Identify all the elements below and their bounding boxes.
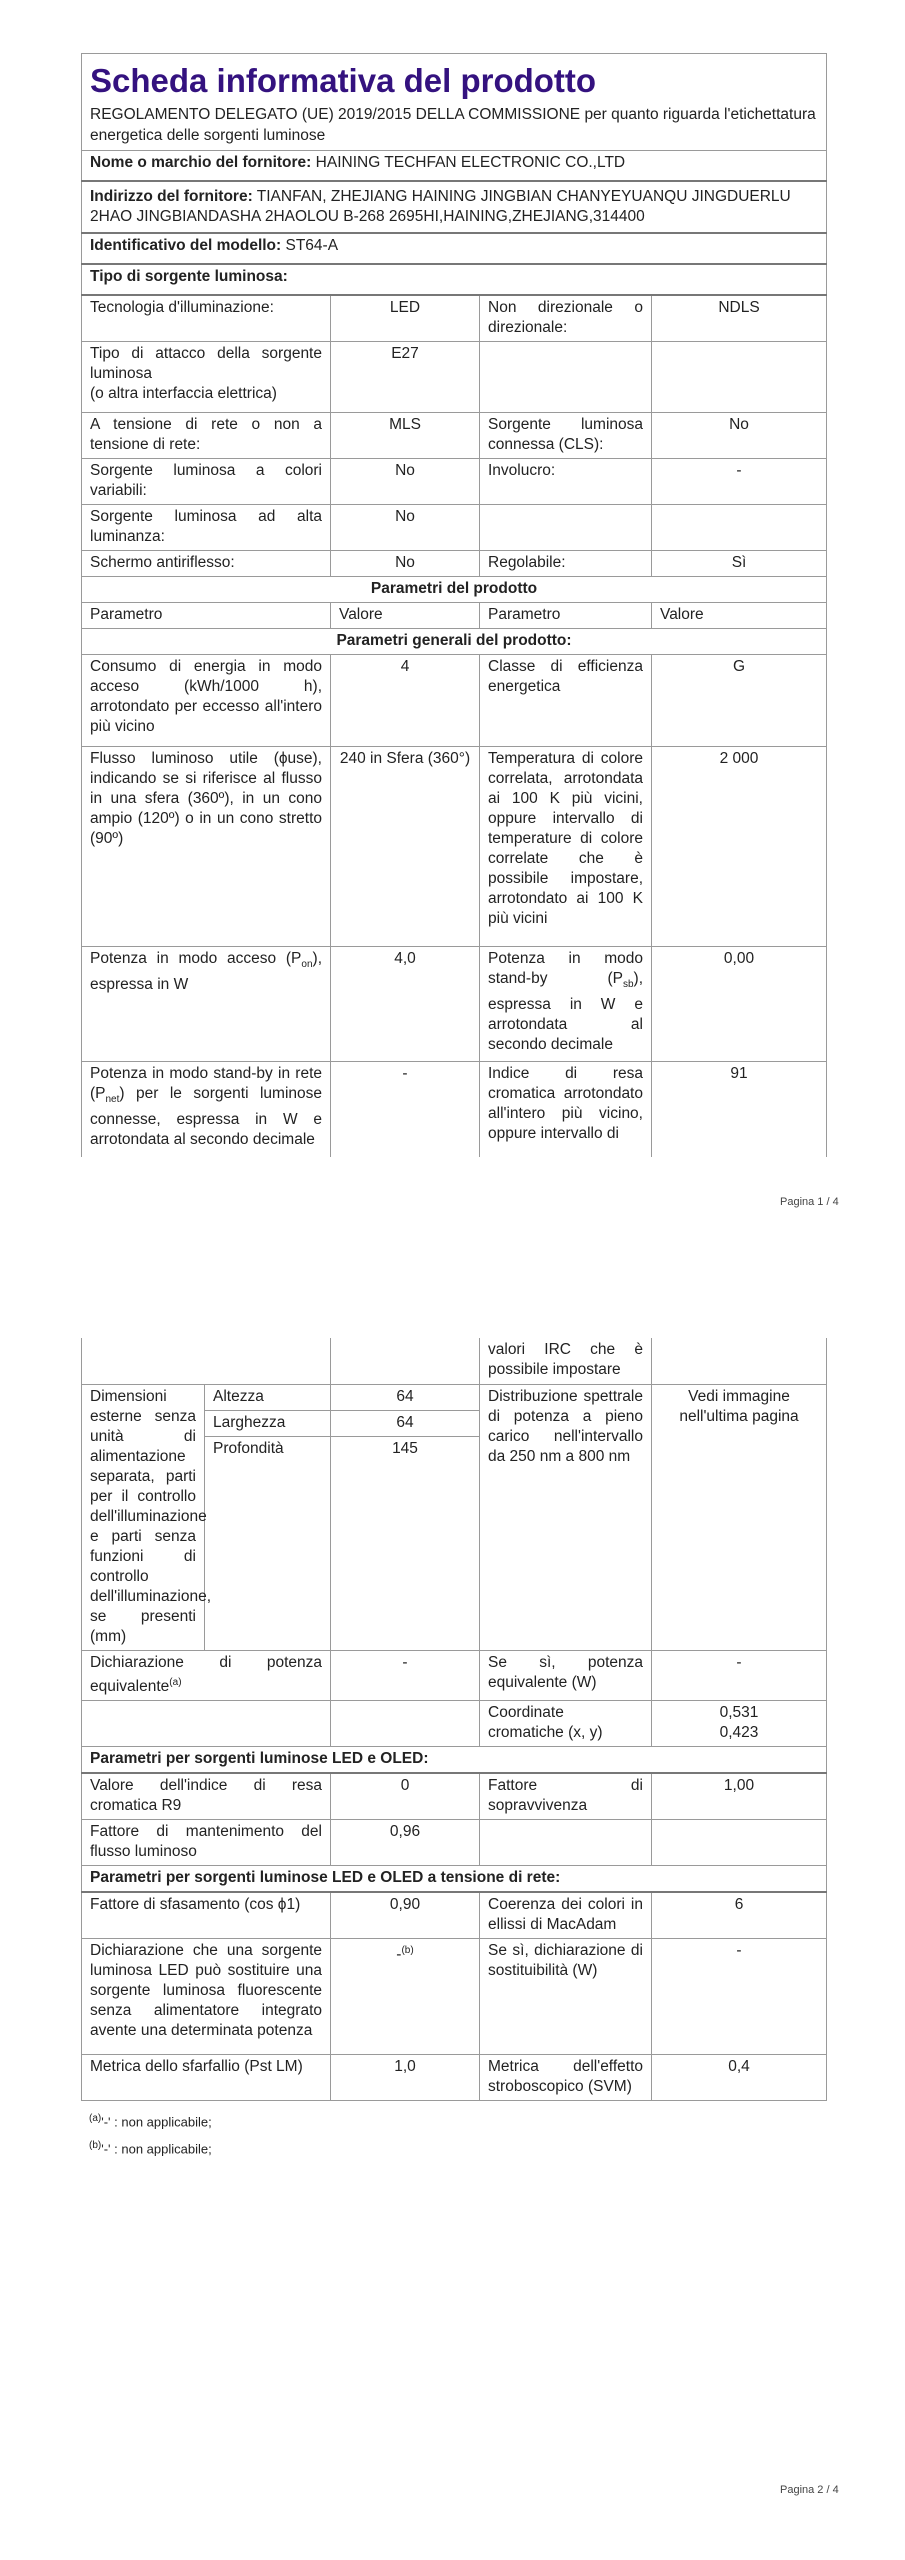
table-row [82, 413, 827, 459]
cell-value: 1,0 [331, 2054, 480, 2100]
table-row [82, 1700, 827, 1746]
cell-value [652, 1700, 827, 1746]
cell-label: Fattore di sopravvivenza [480, 1773, 652, 1820]
section-title-led: Parametri per sorgenti luminose LED e OLED: [82, 1746, 827, 1773]
cell-value: LED [331, 295, 480, 342]
table-row [82, 2054, 827, 2100]
cell-value: 0,90 [331, 1892, 480, 1939]
section-title-product-params: Parametri del prodotto [82, 577, 827, 603]
cell-label: Se sì, potenza equivalente (W) [480, 1650, 652, 1700]
cell-value: 0,00 [652, 947, 827, 1062]
cell-value [652, 342, 827, 413]
footnote-b: $^{(b)}$'-' : non applicabile; [89, 2139, 212, 2157]
cell-value: 0,4 [652, 2054, 827, 2100]
cell-label: Dichiarazione che una sorgente luminosa LED può sostituire una sorgente luminosa fluorescente senza alimentatore integrato avente una determinata potenza [82, 1938, 331, 2054]
page-number-1: Pagina 1 / 4 [780, 1196, 839, 1208]
cell-value [652, 505, 827, 551]
cell-label: A tensione di rete o non a tensione di rete: [82, 413, 331, 459]
supplier-address-value: TIANFAN, ZHEJIANG HAINING JINGBIAN CHANYEYUANQU JINGDUERLU 2HAO JINGBIANDASHA 2HAOLOU B-268 2695HI,HAINING,ZHEJIANG,314400 [90, 188, 791, 225]
dimension-name-depth: Profondità [205, 1436, 331, 1462]
dimension-value-depth: 145 [331, 1436, 480, 1462]
cell-label: Se sì, dichiarazione di sostituibilità (W) [480, 1938, 652, 2054]
cell-label: Flusso luminoso utile (ϕuse), indicando se si riferisce al flusso in una sfera (360º), in un cono ampio (120º) o in un cono stretto (90º) [82, 747, 331, 947]
footnote-a: $^{(a)}$'-' : non applicabile; [89, 2112, 212, 2129]
dimension-name-width: Larghezza [205, 1410, 331, 1436]
page-2 [81, 1338, 826, 2161]
cell-label-note: (o altra interfaccia elettrica) [90, 385, 277, 402]
table-row [82, 1338, 827, 1384]
cell-value: No [331, 459, 480, 505]
cell-label: Involucro: [480, 459, 652, 505]
product-info-table-p1 [81, 53, 827, 1157]
cell-label [480, 1819, 652, 1865]
page-number-2: Pagina 2 / 4 [780, 2484, 839, 2496]
product-info-table-p2 [81, 1338, 827, 2101]
cell-label: Regolabile: [480, 551, 652, 577]
dimension-name-height: Altezza [205, 1384, 331, 1410]
cell-value: 4,0 [331, 947, 480, 1062]
cell-value: 1,00 [652, 1773, 827, 1820]
cell-value: 0,96 [331, 1819, 480, 1865]
table-row [82, 655, 827, 747]
table-row [82, 295, 827, 342]
table-row [82, 1938, 827, 2054]
light-source-type-label: Tipo di sorgente luminosa: [90, 268, 288, 285]
cell-value: 2 000 [652, 747, 827, 947]
cell-label: Sorgente luminosa a colori variabili: [82, 459, 331, 505]
supplier-name-label: Nome o marchio del fornitore: [90, 154, 312, 171]
cell-label: Metrica dello sfarfallio (Pst LM) [82, 2054, 331, 2100]
table-row [82, 747, 827, 947]
cell-value: -$^{(b)}$ [331, 1938, 480, 2054]
section-title-general-params: Parametri generali del prodotto: [82, 629, 827, 655]
table-row [82, 459, 827, 505]
cell-label: Non direzionale o direzionale: [480, 295, 652, 342]
table-row [82, 1773, 827, 1820]
chroma-y: 0,423 [719, 1723, 759, 1741]
cell-value: E27 [331, 342, 480, 413]
table-row [82, 1062, 827, 1157]
cell-label: Tipo di attacco della sorgente luminosa [90, 345, 322, 382]
cell-label: Tecnologia d'illuminazione: [82, 295, 331, 342]
cell-label: Sorgente luminosa connessa (CLS): [480, 413, 652, 459]
cell-value: Sì [652, 551, 827, 577]
col-header-parameter: Parametro [82, 603, 331, 629]
supplier-address-label: Indirizzo del fornitore: [90, 188, 253, 205]
regulation-subtitle: REGOLAMENTO DELEGATO (UE) 2019/2015 DELLA COMMISSIONE per quanto riguarda l'etichettatura energetica delle sorgenti luminose [90, 106, 816, 144]
cell-value: - [652, 459, 827, 505]
cell-value: - [331, 1062, 480, 1157]
footnotes [81, 2107, 826, 2162]
table-row [82, 1892, 827, 1939]
dimension-value-height: 64 [331, 1384, 480, 1410]
cell-label [480, 505, 652, 551]
cell-label-continued: valori IRC che è possibile impostare [480, 1338, 652, 1384]
cell-value: 6 [652, 1892, 827, 1939]
dimension-value-width: 64 [331, 1410, 480, 1436]
dimensions-label: Dimensioni esterne senza unità di alimentazione separata, parti per il controllo dell'illuminazione e parti senza funzioni di controllo dell'illuminazione, se presenti (mm) [82, 1384, 205, 1650]
cell-label: Coerenza dei colori in ellissi di MacAdam [480, 1892, 652, 1939]
cell-label: Coordinate cromatiche (x, y) [480, 1700, 652, 1746]
cell-label: Classe di efficienza energetica [480, 655, 652, 747]
cell-value: 91 [652, 1062, 827, 1157]
cell-label: Indice di resa cromatica arrotondato all'intero più vicino, oppure intervallo di [480, 1062, 652, 1157]
cell-value [652, 1819, 827, 1865]
cell-label: Potenza in modo stand-by $(P_{sb})$, espressa in W e arrotondata al secondo decimale [480, 947, 652, 1062]
cell-label [480, 342, 652, 413]
cell-label: Consumo di energia in modo acceso (kWh/1000 h), arrotondato per eccesso all'intero più vicino [82, 655, 331, 747]
cell-label: Distribuzione spettrale di potenza a pieno carico nell'intervallo da 250 nm a 800 nm [480, 1384, 652, 1650]
cell-label: Metrica dell'effetto stroboscopico (SVM) [480, 2054, 652, 2100]
table-row [82, 1819, 827, 1865]
cell-label: Potenza in modo stand-by in rete $(P_{net})$ per le sorgenti luminose connesse, espressa in W e arrotondata al secondo decimale [82, 1062, 331, 1157]
cell-label: Temperatura di colore correlata, arrotondata ai 100 K più vicini, oppure intervallo di temperature di colore correlate che è possibile impostare, arrotondato ai 100 K più vicini [480, 747, 652, 947]
cell-label: Fattore di mantenimento del flusso luminoso [82, 1819, 331, 1865]
supplier-name-value: HAINING TECHFAN ELECTRONIC CO.,LTD [315, 154, 626, 171]
cell-value: - [331, 1650, 480, 1700]
cell-value: MLS [331, 413, 480, 459]
table-row [82, 505, 827, 551]
page-1 [81, 53, 826, 1157]
table-row [82, 947, 827, 1062]
section-title-mains: Parametri per sorgenti luminose LED e OLED a tensione di rete: [82, 1865, 827, 1892]
cell-label: Dichiarazione di potenza equivalente$^{(a)}$ [82, 1650, 331, 1700]
cell-label: Potenza in modo acceso $(P_{on})$, espressa in W [82, 947, 331, 1062]
cell-value: NDLS [652, 295, 827, 342]
cell-label: Schermo antiriflesso: [82, 551, 331, 577]
cell-label: Fattore di sfasamento (cos ϕ1) [82, 1892, 331, 1939]
cell-value: Vedi immagine nell'ultima pagina [652, 1384, 827, 1650]
table-row [82, 551, 827, 577]
model-id-label: Identificativo del modello: [90, 237, 282, 254]
cell-value: G [652, 655, 827, 747]
cell-label: Sorgente luminosa ad alta luminanza: [82, 505, 331, 551]
page-title: Scheda informativa del prodotto [90, 62, 597, 99]
chroma-x: 0,531 [719, 1703, 759, 1721]
col-header-parameter: Parametro [480, 603, 652, 629]
table-row [82, 342, 827, 413]
cell-value: No [331, 505, 480, 551]
table-row [82, 1384, 827, 1410]
table-row [82, 1650, 827, 1700]
cell-value: 4 [331, 655, 480, 747]
model-id-value: ST64-A [285, 237, 339, 254]
column-header-row [82, 603, 827, 629]
cell-value: - [652, 1938, 827, 2054]
cell-value: 240 in Sfera (360°) [331, 747, 480, 947]
cell-value: 0 [331, 1773, 480, 1820]
cell-value: - [652, 1650, 827, 1700]
col-header-value: Valore [652, 603, 827, 629]
cell-value: No [652, 413, 827, 459]
col-header-value: Valore [331, 603, 480, 629]
cell-value: No [331, 551, 480, 577]
cell-label: Valore dell'indice di resa cromatica R9 [82, 1773, 331, 1820]
